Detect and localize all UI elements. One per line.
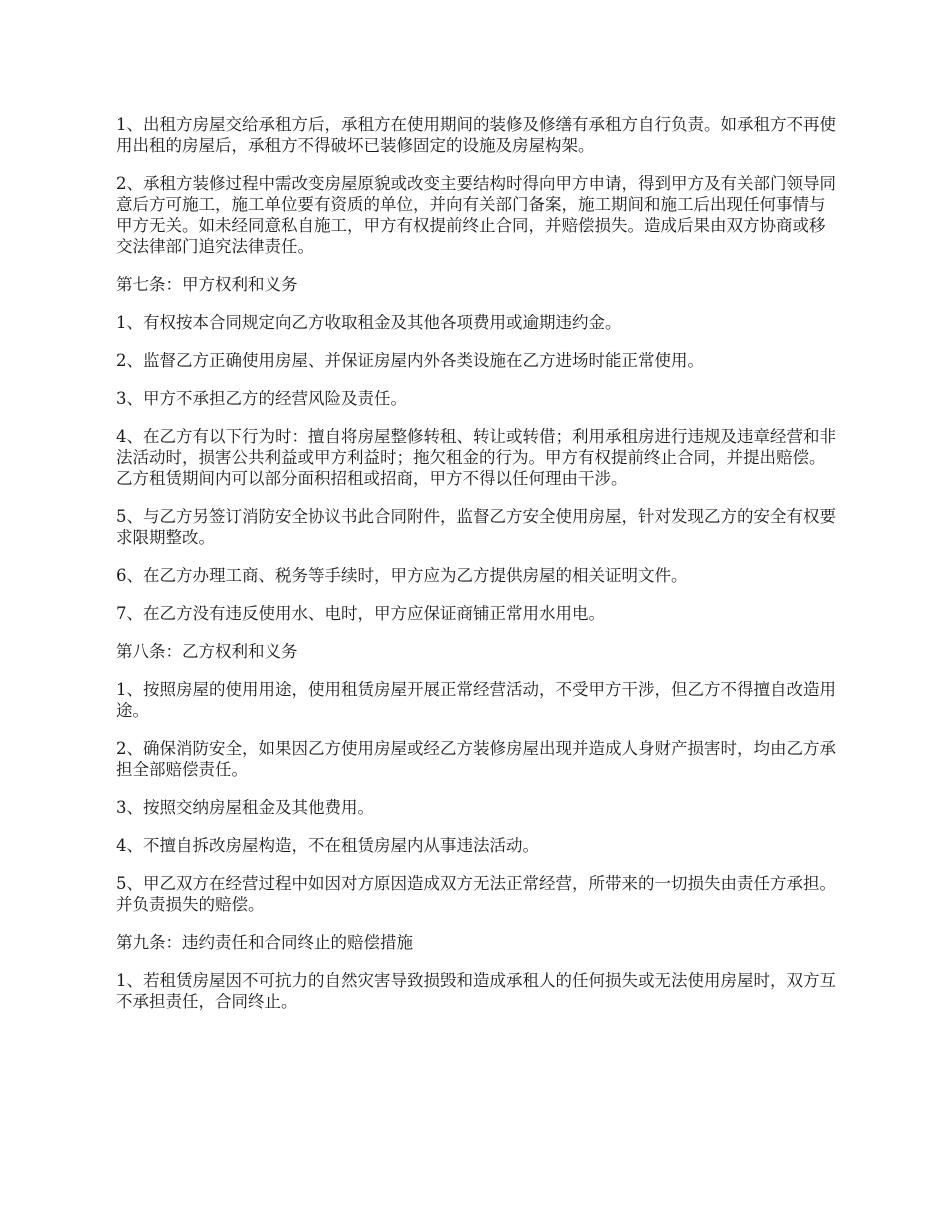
paragraph-article-8-item-1: 1、按照房屋的使用用途，使用租赁房屋开展正常经营活动，不受甲方干涉，但乙方不得擅自改造用途。 (116, 680, 836, 720)
document-body (116, 114, 836, 1029)
paragraph-article-8-item-3: 3、按照交纳房屋租金及其他费用。 (116, 798, 374, 817)
paragraph-article-7-item-7: 7、在乙方没有违反使用水、电时，甲方应保证商铺正常用水用电。 (116, 604, 605, 623)
paragraph-article-8-item-2: 2、确保消防安全，如果因乙方使用房屋或经乙方装修房屋出现并造成人身财产损害时，均由乙方承担全部赔偿责任。 (116, 739, 836, 779)
paragraph-renovation-responsibility: 1、出租方房屋交给承租方后，承租方在使用期间的装修及修缮有承租方自行负责。如承租方不再使用出租的房屋后，承租方不得破坏已装修固定的设施及房屋构架。 (116, 115, 836, 155)
paragraph-article-7-item-4: 4、在乙方有以下行为时：擅自将房屋整修转租、转让或转借；利用承租房进行违规及违章经营和非法活动时，损害公共利益或甲方利益时；拖欠租金的行为。甲方有权提前终止合同，并提出赔偿。乙方租赁期间内可以部分面积招租或招商，甲方不得以任何理由干涉。 (116, 427, 836, 488)
paragraph-article-7-item-3: 3、甲方不承担乙方的经营风险及责任。 (116, 389, 407, 408)
paragraph-article-7-item-6: 6、在乙方办理工商、税务等手续时，甲方应为乙方提供房屋的相关证明文件。 (116, 566, 688, 585)
section-heading-article-9: 第九条：违约责任和合同终止的赔偿措施 (116, 933, 413, 952)
paragraph-article-8-item-4: 4、不擅自拆改房屋构造，不在租赁房屋内从事违法活动。 (116, 836, 539, 855)
paragraph-article-7-item-1: 1、有权按本合同规定向乙方收取租金及其他各项费用或逾期违约金。 (116, 313, 622, 332)
paragraph-article-9-item-1: 1、若租赁房屋因不可抗力的自然灾害导致损毁和造成承租人的任何损失或无法使用房屋时，双方互不承担责任，合同终止。 (116, 971, 836, 1011)
paragraph-structural-change-approval: 2、承租方装修过程中需改变房屋原貌或改变主要结构时得向甲方申请，得到甲方及有关部门领导同意后方可施工，施工单位要有资质的单位，并向有关部门备案，施工期间和施工后出现任何事情与甲方无关。如未经同意私自施工，甲方有权提前终止合同，并赔偿损失。造成后果由双方协商或移交法律部门追究法律责任。 (116, 174, 836, 256)
section-heading-article-8: 第八条：乙方权利和义务 (116, 642, 298, 661)
section-heading-article-7: 第七条：甲方权利和义务 (116, 275, 298, 294)
paragraph-article-7-item-2: 2、监督乙方正确使用房屋、并保证房屋内外各类设施在乙方进场时能正常使用。 (116, 351, 704, 370)
paragraph-article-8-item-5: 5、甲乙双方在经营过程中如因对方原因造成双方无法正常经营，所带来的一切损失由责任方承担。并负责损失的赔偿。 (116, 874, 836, 914)
paragraph-article-7-item-5: 5、与乙方另签订消防安全协议书此合同附件，监督乙方安全使用房屋，针对发现乙方的安全有权要求限期整改。 (116, 507, 836, 547)
